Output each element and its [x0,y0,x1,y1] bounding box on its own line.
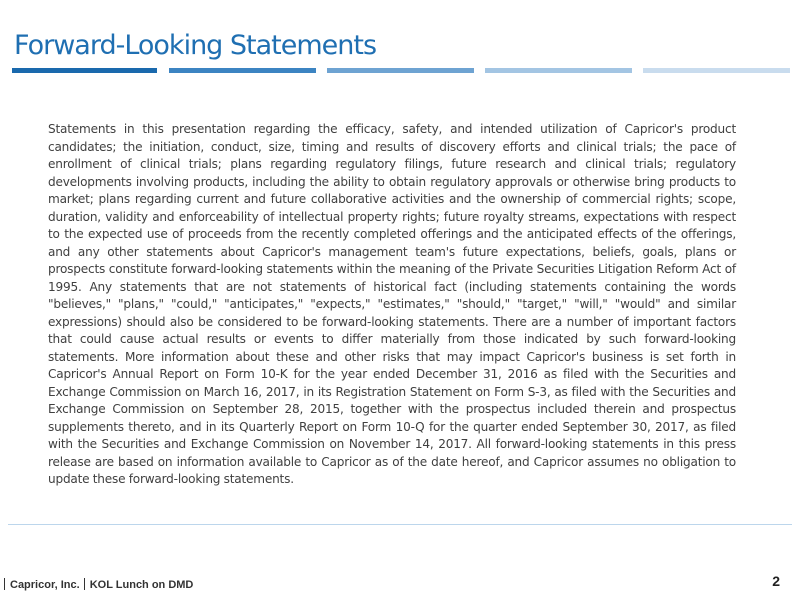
forward-looking-statement-text: Statements in this presentation regarding the efficacy, safety, and intended utilization of Capricor's product candidates; the initiation, conduct, size, timing and results of discovery efforts and clinical trials; the pace of enrollment of clinical trials; plans regarding regulatory filings, future research and clinical trials; regulatory developments involving products, including the ability to obtain regulatory approvals or otherwise bring products to market; plans regarding current and future collaborative activities and the ownership of commercial rights; scope, duration, validity and enforceability of intellectual property rights; future royalty streams, expectations with respect to the expected use of proceeds from the recently completed offerings and the anticipated effects of the offerings, and any other statements about Capricor's management team's future expectations, beliefs, goals, plans or prospects constitute forward-looking statements within the meaning of the Private Securities Litigation Reform Act of 1995. Any statements that are not statements of historical fact (including statements containing the words "believes," "plans," "could," "anticipates," "expects," "estimates," "should," "target," "will," "would" and similar expressions) should also be considered to be forward-looking statements. There are a number of important factors that could cause actual results or events to differ materially from those indicated by such forward-looking statements. More information about these and other risks that may impact Capricor's business is set forth in Capricor's Annual Report on Form 10-K for the year ended December 31, 2016 as filed with the Securities and Exchange Commission on March 16, 2017, in its Registration Statement on Form S-3, as filed with the Securities and Exchange Commission on September 28, 2015, together with the prospectus included therein and prospectus supplements thereto, and in its Quarterly Report on Form 10-Q for the quarter ended September 30, 2017, as filed with the Securities and Exchange Commission on November 14, 2017. All forward-looking statements in this press release are based on information available to Capricor as of the date hereof, and Capricor assumes no obligation to update these forward-looking statements. [48,122,736,486]
accent-bar-5 [643,68,790,73]
slide-title: Forward-Looking Statements [14,30,377,61]
footer-separator [84,578,85,590]
footer [4,578,193,591]
footer-separator [4,578,5,590]
page-number: 2 [772,573,780,589]
accent-bar-4 [485,68,632,73]
footer-company: Capricor, Inc. [10,579,80,591]
accent-bar-3 [327,68,474,73]
title-accent-bars [12,68,790,73]
footer-event: KOL Lunch on DMD [89,579,194,591]
accent-bar-1 [12,68,157,73]
accent-bar-2 [169,68,316,73]
footer-divider [8,524,792,525]
